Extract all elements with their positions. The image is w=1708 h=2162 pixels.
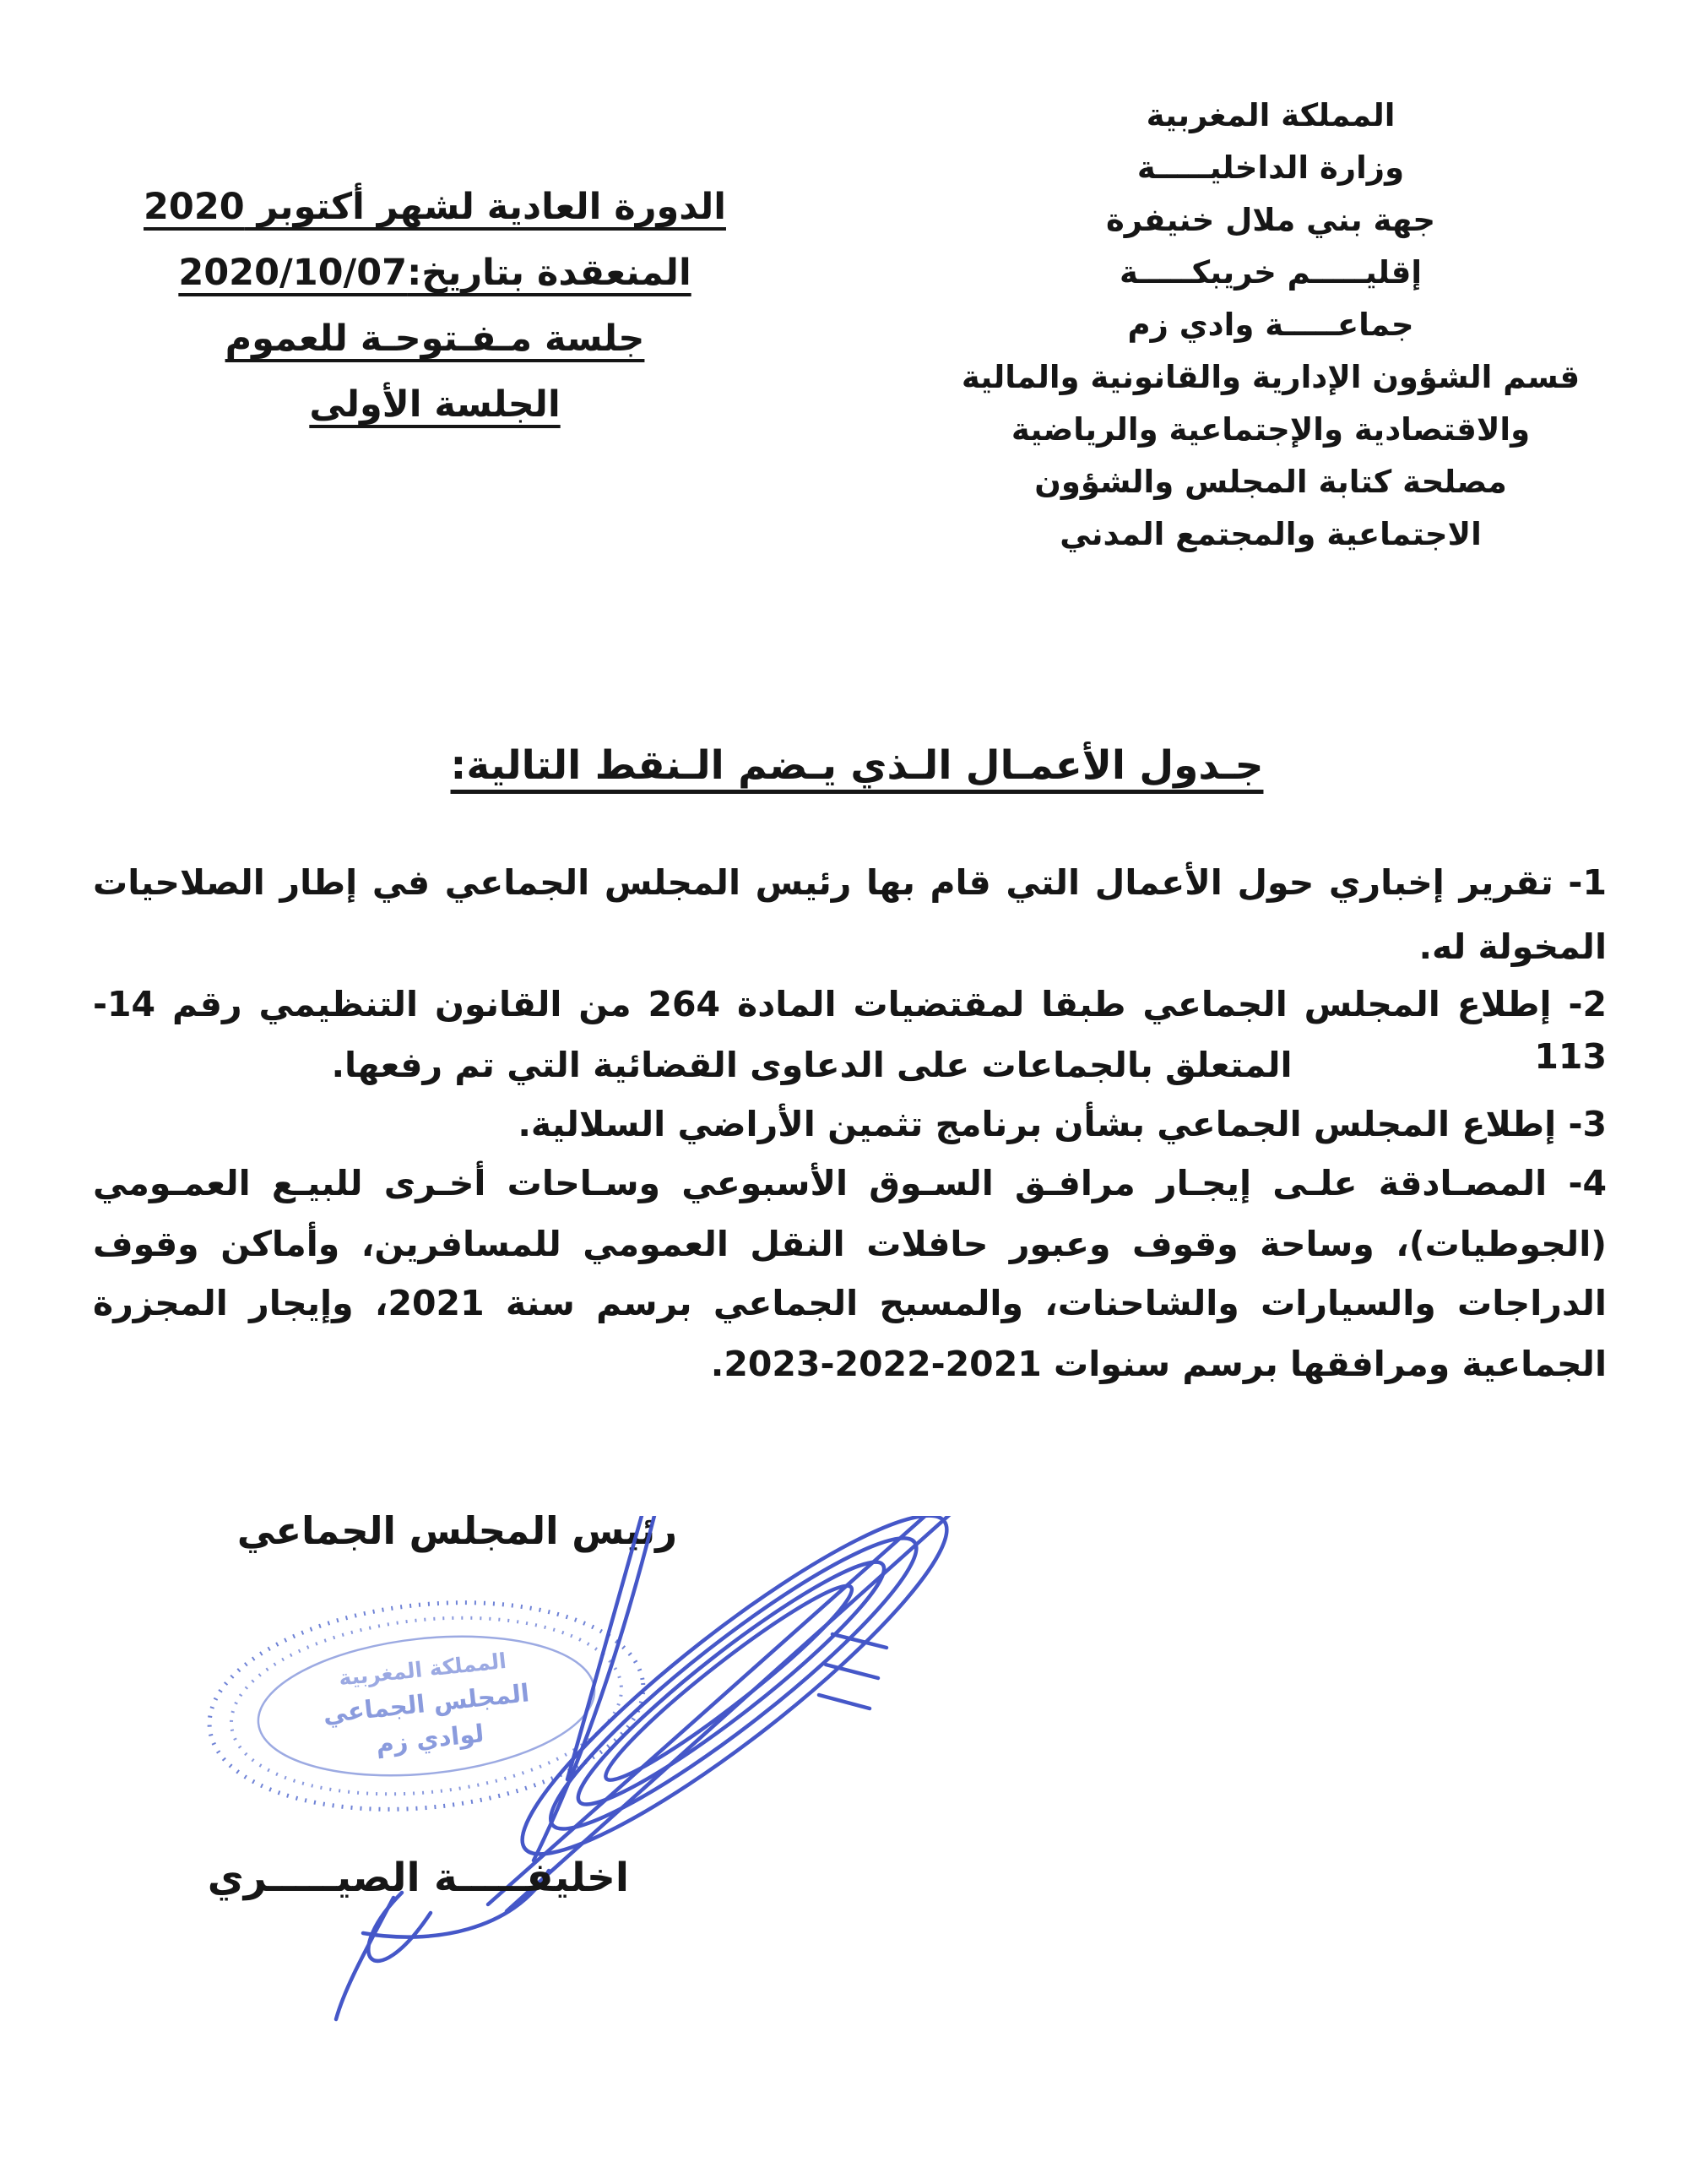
session-header <box>101 174 768 437</box>
agenda-item-1-line-2: المخولة له. <box>1418 926 1607 967</box>
session-line-session: الدورة العادية لشهر أكتوبر 2020 <box>144 186 726 228</box>
letterhead-line-service-1: مصلحة كتابة المجلس والشؤون <box>1034 464 1507 500</box>
letterhead <box>912 90 1629 561</box>
signature-name: اخليفـــــة الصيـــــري <box>207 1855 629 1901</box>
letterhead-line-division-1: قسم الشؤون الإدارية والقانونية والمالية <box>961 359 1581 395</box>
letterhead-line-kingdom: المملكة المغربية <box>1146 97 1396 133</box>
signature-scribble <box>336 1516 978 2019</box>
signature-role-title: رئيس المجلس الجماعي <box>236 1508 677 1553</box>
stamp-text-line: المملكة المغربية <box>337 1648 508 1691</box>
session-line-date: المنعقدة بتاريخ:2020/10/07 <box>178 252 691 294</box>
stamp-and-signature <box>152 1516 1013 2048</box>
official-stamp <box>199 1583 653 1830</box>
agenda-title: جـدول الأعمـال الـذي يـضم الـنقط التالية: <box>450 742 1264 789</box>
letterhead-line-division-2: والاقتصادية والإجتماعية والرياضية <box>1011 411 1531 448</box>
agenda-item-1-line-1: 1- تقرير إخباري حول الأعمال التي قام بها رئيس المجلس الجماعي في إطار الصلاحيات <box>93 862 1607 903</box>
agenda-item-4-line-2: (الجوطيات)، وساحة وقوف وعبور حافلات النقل العمومي للمسافرين، وأماكن وقوف <box>93 1224 1607 1264</box>
letterhead-line-ministry: وزارة الداخليـــــة <box>1136 149 1405 186</box>
letterhead-line-service-2: الاجتماعية والمجتمع المدني <box>1060 516 1482 552</box>
letterhead-line-commune: جماعـــــة وادي زم <box>1127 307 1414 343</box>
stamp-text-line: لوادي زم <box>374 1719 485 1759</box>
stamp-text-line: المجلس الجماعي <box>321 1678 531 1729</box>
agenda-item-2-line-1: 2- إطلاع المجلس الجماعي طبقا لمقتضيات المادة 264 من القانون التنظيمي رقم 14- 113 <box>93 984 1607 1077</box>
agenda-item-3-line-1: 3- إطلاع المجلس الجماعي بشأن برنامج تثمين الأراضي السلالية. <box>518 1104 1607 1144</box>
agenda-item-4-line-4: الجماعية ومرافقها برسم سنوات 2021‏-2022‏-2023. <box>710 1344 1607 1384</box>
agenda-item-4-line-1: 4- المصـادقة علـى إيجـار مرافـق السـوق الأسبوعي وسـاحات أخـرى للبيـع العمـومي <box>93 1163 1607 1203</box>
session-line-first: الجلسة الأولى <box>309 383 561 426</box>
letterhead-line-province: إقليـــــم خريبكـــــة <box>1119 254 1423 291</box>
agenda-item-4-line-3: الدراجات والسيارات والشاحنات، والمسبح الجماعي برسم سنة 2021، وإيجار المجزرة <box>93 1283 1607 1323</box>
agenda-list <box>93 851 1607 1442</box>
agenda-item-2-line-2: المتعلق بالجماعات على الدعاوى القضائية التي تم رفعها. <box>331 1045 1293 1085</box>
letterhead-line-region: جهة بني ملال خنيفرة <box>1105 202 1436 238</box>
session-line-public: جلسة مـفـتوحـة للعموم <box>225 318 645 360</box>
